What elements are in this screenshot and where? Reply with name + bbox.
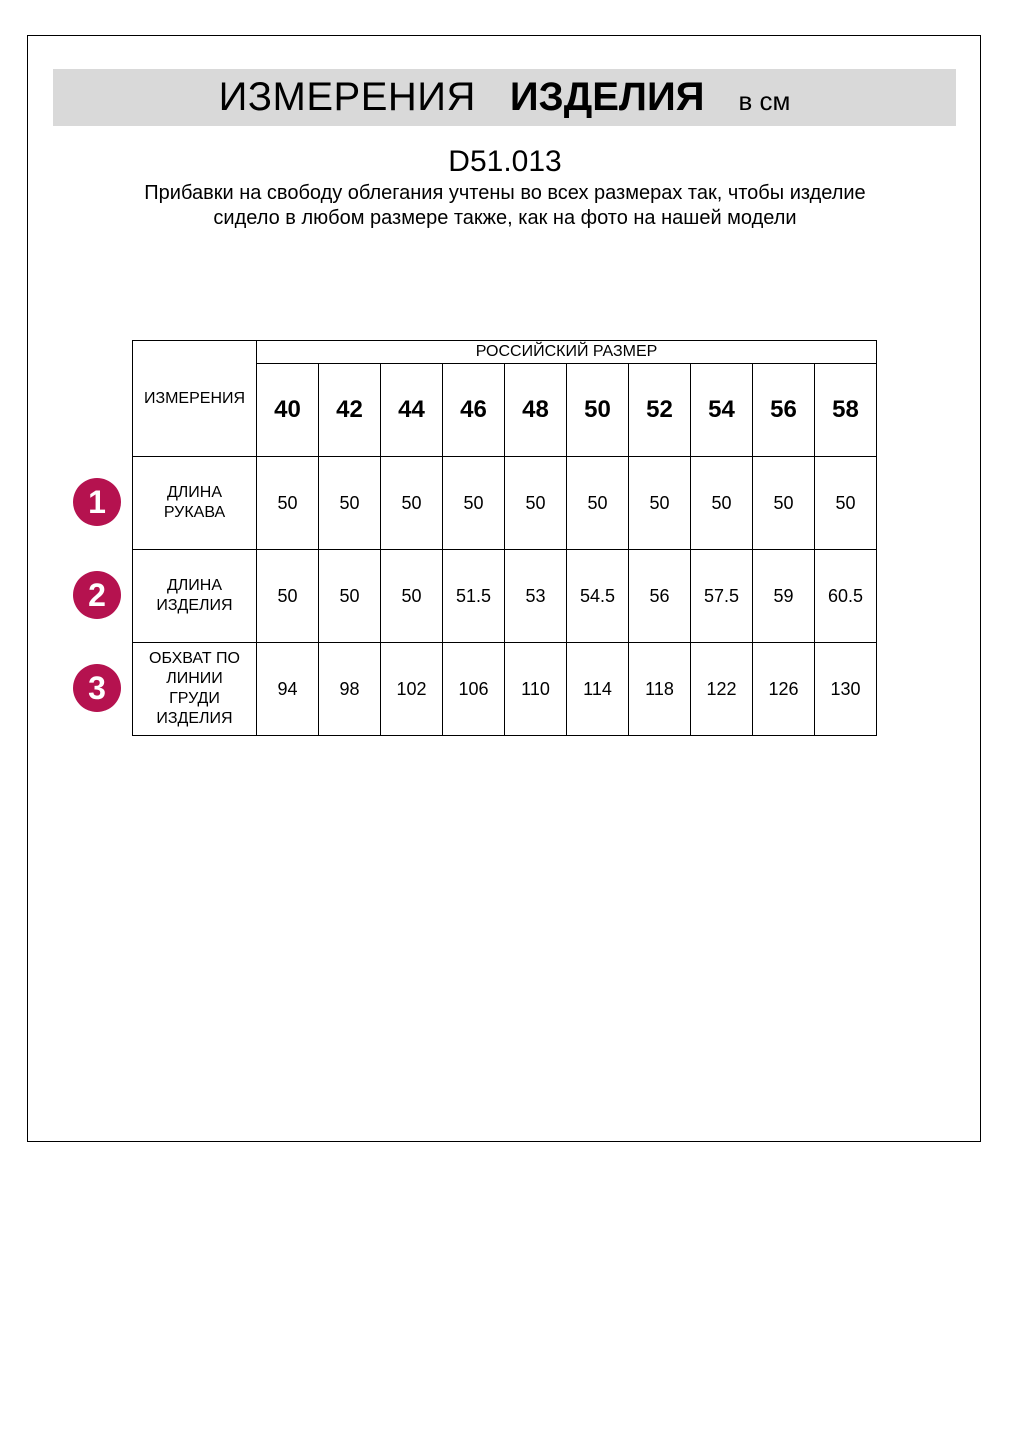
row-label-line: РУКАВА <box>163 504 226 521</box>
table-row-chest-girth <box>133 643 877 736</box>
table-cell: 94 <box>257 643 319 736</box>
table-row-sleeve-length <box>133 457 877 550</box>
table-cell: 53 <box>505 550 567 643</box>
table-cell: 130 <box>815 643 877 736</box>
table-cell: 122 <box>691 643 753 736</box>
table-cell: 114 <box>567 643 629 736</box>
row-label-line: ДЛИНА <box>166 577 223 594</box>
table-cell: 60.5 <box>815 550 877 643</box>
table-cell: 118 <box>629 643 691 736</box>
size-header: 52 <box>629 364 691 457</box>
table-cell: 50 <box>567 457 629 550</box>
table-cell: 126 <box>753 643 815 736</box>
table-cell: 106 <box>443 643 505 736</box>
table-cell: 102 <box>381 643 443 736</box>
size-header: 44 <box>381 364 443 457</box>
row-label-line: ОБХВАТ ПО <box>149 650 240 667</box>
size-header: 58 <box>815 364 877 457</box>
table-cell: 50 <box>691 457 753 550</box>
table-cell: 59 <box>753 550 815 643</box>
number-badge-1: 1 <box>73 478 121 526</box>
table-cell: 51.5 <box>443 550 505 643</box>
table-cell: 50 <box>815 457 877 550</box>
table-cell: 50 <box>381 457 443 550</box>
row-label <box>133 457 257 550</box>
size-header: 40 <box>257 364 319 457</box>
table-row-item-length <box>133 550 877 643</box>
measure-header: ИЗМЕРЕНИЯ <box>133 341 257 457</box>
table-cell: 50 <box>505 457 567 550</box>
size-header: 50 <box>567 364 629 457</box>
table-cell: 50 <box>753 457 815 550</box>
title-unit: в см <box>738 86 791 116</box>
title-measurements: ИЗМЕРЕНИЯ <box>218 75 476 119</box>
table-cell: 50 <box>257 457 319 550</box>
size-group-header: РОССИЙСКИЙ РАЗМЕР <box>257 341 877 364</box>
number-badge-3: 3 <box>73 664 121 712</box>
row-label <box>133 643 257 736</box>
table-cell: 110 <box>505 643 567 736</box>
table-cell: 50 <box>319 457 381 550</box>
row-label-line: ДЛИНА <box>166 484 223 501</box>
table-cell: 50 <box>319 550 381 643</box>
row-label-line: ИЗДЕЛИЯ <box>156 597 233 614</box>
table-cell: 50 <box>381 550 443 643</box>
title-bar <box>53 69 956 126</box>
table-cell: 50 <box>443 457 505 550</box>
table-cell: 56 <box>629 550 691 643</box>
fit-note: Прибавки на свободу облегания учтены во всех размерах так, чтобы изделие сидело в любом размере также, как на фото на нашей модели <box>144 182 866 229</box>
table-cell: 50 <box>257 550 319 643</box>
table-cell: 50 <box>629 457 691 550</box>
row-label <box>133 550 257 643</box>
size-header: 48 <box>505 364 567 457</box>
row-label-line: ГРУДИ <box>169 690 220 707</box>
size-header: 54 <box>691 364 753 457</box>
product-code: D51.013 <box>448 145 562 178</box>
table-cell: 57.5 <box>691 550 753 643</box>
title-item: ИЗДЕЛИЯ <box>509 75 705 119</box>
size-table <box>132 340 877 736</box>
size-header: 56 <box>753 364 815 457</box>
size-header: 42 <box>319 364 381 457</box>
number-badge-2: 2 <box>73 571 121 619</box>
row-label-line: ИЗДЕЛИЯ <box>156 710 233 727</box>
table-cell: 54.5 <box>567 550 629 643</box>
size-header: 46 <box>443 364 505 457</box>
table-cell: 98 <box>319 643 381 736</box>
row-label-line: ЛИНИИ <box>166 670 223 687</box>
